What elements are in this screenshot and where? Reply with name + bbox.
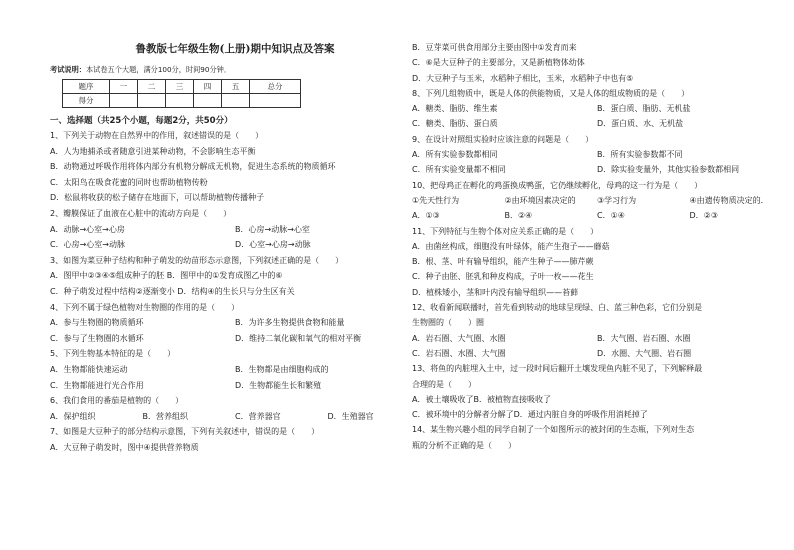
option: B．大气圈、岩石圈、水圈 — [597, 333, 691, 343]
option: A．保护组织 — [50, 411, 96, 421]
page-title: 鲁教版七年级生物(上册)期中知识点及答案 — [135, 43, 335, 55]
score-cell[interactable] — [222, 94, 250, 108]
option: C．糖类、脂肪、蛋白质 — [412, 119, 498, 129]
question-12-cont: 生物圈的（ ）圈 — [412, 318, 484, 328]
score-cell[interactable] — [138, 94, 166, 108]
score-header-cell: 四 — [194, 80, 222, 94]
right-column — [412, 40, 782, 453]
question-13: 13、将鱼的内脏埋入土中，过一段时间后翻开土壤发现鱼内脏不见了，下列解释最 — [412, 364, 703, 374]
options-row — [50, 409, 420, 425]
question-6: 6、我们食用的番茄是植物的（ ） — [50, 396, 184, 406]
option: A．糖类、脂肪、维生素 — [412, 104, 498, 114]
option: C．太阳鸟在吸食花蜜的同时也帮助植物传粉 — [50, 177, 208, 187]
question-11: 11、下列特征与生物个体对应关系正确的是（ ） — [412, 226, 599, 236]
question-8: 8、下列几组物质中，既是人体的供能物质，又是人体的组成物质的是（ ） — [412, 88, 690, 98]
options-row — [412, 208, 782, 223]
statement: ④由遗传物质决定的． — [689, 195, 769, 205]
option: B．心房→动脉→心室 — [235, 224, 310, 234]
options-row — [412, 162, 782, 177]
options-row — [50, 222, 420, 238]
option: D．生物都能生长和繁殖 — [235, 380, 322, 390]
question-2: 2、瓣膜保证了血液在心脏中的流动方向是（ ） — [50, 208, 232, 218]
exam-note-label: 考试说明： — [50, 65, 86, 74]
options-row — [50, 315, 420, 331]
statement: ③学习行为 — [597, 195, 637, 205]
option: C．被环境中的分解者分解了D．通过内脏自身的呼吸作用消耗掉了 — [412, 410, 648, 420]
option: B．为许多生物提供食物和能量 — [235, 318, 345, 328]
option: B．所有实验参数都不同 — [597, 150, 683, 160]
question-13-cont: 合理的是（ ） — [412, 379, 476, 389]
options-row — [412, 101, 782, 116]
score-header-cell: 题序 — [63, 80, 110, 94]
option: A．所有实验参数都相同 — [412, 150, 498, 160]
option: C．参与了生物圈的水循环 — [50, 333, 144, 343]
score-header-cell: 三 — [166, 80, 194, 94]
option: D．生殖器官 — [327, 411, 374, 421]
left-column — [50, 0, 420, 455]
option: C．种子由胚、胚乳和种皮构成，子叶一枚——花生 — [412, 272, 594, 282]
score-header-cell: 二 — [138, 80, 166, 94]
statement: ①先天性行为 — [412, 195, 460, 205]
options-row — [412, 346, 782, 361]
option: D．②③ — [689, 211, 719, 221]
option: A．大豆种子萌发时，图中④提供营养物质 — [50, 442, 199, 452]
question-14-cont: 瓶的分析不正确的是（ ） — [412, 440, 516, 450]
options-row — [50, 362, 420, 378]
option: A．由菌丝构成，细胞没有叶绿体，能产生孢子——蘑菇 — [412, 241, 610, 251]
option: B．②④ — [504, 211, 533, 221]
option: C．岩石圈、水圈、大气圈 — [412, 348, 506, 358]
question-9: 9、在设计对照组实验时应该注意的问题是（ ） — [412, 134, 594, 144]
options-row — [50, 331, 420, 347]
exam-note-text: 本试卷五个大题，满分100分，时间90分钟． — [85, 65, 232, 74]
statement: ②由环境因素决定的 — [504, 195, 576, 205]
options-row — [412, 147, 782, 162]
option: C．营养器官 — [235, 411, 281, 421]
score-cell[interactable] — [194, 94, 222, 108]
option: A．①③ — [412, 211, 440, 221]
option: B．生物都是由细胞构成的 — [235, 364, 329, 374]
options-row — [412, 331, 782, 346]
option: C．⑥是大豆种子的主要部分，又是新植物体幼体 — [412, 58, 585, 68]
option: D．除实验变量外，其他实验参数都相同 — [597, 165, 740, 175]
question-10: 10、把母鸡正在孵化的鸡蛋换成鸭蛋，它仍继续孵化，母鸡的这一行为是（ ） — [412, 180, 703, 190]
option: A．动脉→心室→心房 — [50, 224, 125, 234]
score-table-header-row — [63, 80, 301, 94]
option: C．种子萌发过程中结构②逐渐变小 D．结构④的生长只与分生区有关 — [50, 286, 295, 296]
question-7: 7、如图是大豆种子的部分结构示意图，下列有关叙述中，错误的是（ ） — [50, 427, 320, 437]
option: A．参与生物圈的物质循环 — [50, 318, 144, 328]
option: D．松鼠将收获的松子储存在地面下，可以帮助植物传播种子 — [50, 193, 265, 203]
question-4: 4、下列不属于绿色植物对生物圈的作用的是（ ） — [50, 302, 240, 312]
score-cell[interactable] — [166, 94, 194, 108]
question-14: 14、某生物兴趣小组的同学自制了一个如图所示的被封闭的生态瓶，下列对生态 — [412, 425, 695, 435]
question-5: 5、下列生物基本特征的是（ ） — [50, 349, 176, 359]
option: C．生物都能进行光合作用 — [50, 380, 144, 390]
score-table — [62, 79, 301, 108]
option: A．人为地捕杀或者随意引进某种动物，不会影响生态平衡 — [50, 146, 256, 156]
option: D．水圈、大气圈、岩石圈 — [597, 348, 692, 358]
score-cell[interactable] — [110, 94, 138, 108]
option: A．岩石圈、大气圈、水圈 — [412, 333, 506, 343]
options-row — [50, 237, 420, 253]
option: D．心室→心房→动脉 — [235, 240, 311, 250]
options-row — [412, 116, 782, 131]
score-cell[interactable] — [250, 94, 301, 108]
option: C．①④ — [597, 211, 625, 221]
statements-row — [412, 193, 782, 208]
score-header-cell: 一 — [110, 80, 138, 94]
section-heading: 一、选择题（共25个小题，每题2分，共50分） — [50, 116, 233, 126]
score-header-cell: 五 — [222, 80, 250, 94]
option: B．动物通过呼吸作用将体内部分有机物分解成无机物，促进生态系统的物质循环 — [50, 162, 336, 172]
option: D．大豆种子与玉米，水稻种子相比，玉米，水稻种子中也有⑤ — [412, 73, 634, 83]
question-12: 12、收看新闻联播时，首先看到转动的地球呈现绿、白、蓝三种色彩，它们分别是 — [412, 303, 703, 313]
question-1: 1、下列关于动物在自然界中的作用，叙述错误的是（ ） — [50, 131, 264, 140]
score-header-cell: 总分 — [250, 80, 301, 94]
exam-note — [50, 64, 420, 75]
option: B．根、茎、叶有输导组织，能产生种子——肺芹蕨 — [412, 257, 594, 267]
option: B．豆芽菜可供食用部分主要由图中①发育而来 — [412, 43, 577, 52]
option: B．蛋白质、脂肪、无机盐 — [597, 104, 691, 114]
option: D．维持二氧化碳和氧气的相对平衡 — [235, 333, 362, 343]
option: D．蛋白质、水、无机盐 — [597, 119, 684, 129]
score-row-label: 得分 — [63, 94, 110, 108]
option: A．生物都能快速运动 — [50, 364, 128, 374]
option: C．所有实验变量都不相同 — [412, 165, 506, 175]
options-row — [50, 378, 420, 394]
score-table-row — [63, 94, 301, 108]
option: B．营养组织 — [142, 411, 188, 421]
option: A．图甲中②③④⑤组成种子的胚 B．图甲中的①发育成图乙中的⑥ — [50, 271, 283, 281]
option: C．心房→心室→动脉 — [50, 240, 125, 250]
option: D．植株矮小，茎和叶内没有输导组织——苔藓 — [412, 287, 579, 297]
question-3: 3、如图为菜豆种子结构和种子萌发的幼苗形态示意图，下列叙述正确的是（ ） — [50, 255, 344, 265]
option: A．被土壤吸收了B．被植物直接吸收了 — [412, 394, 551, 404]
